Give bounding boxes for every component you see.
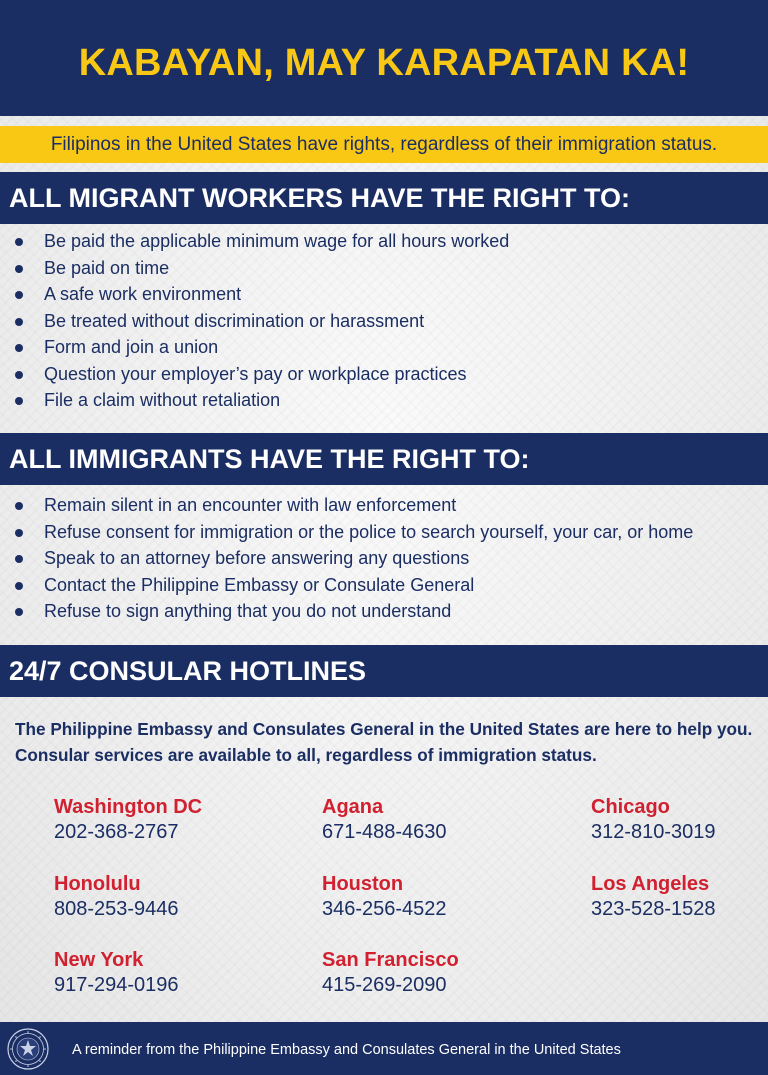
hotline-city: Washington DC — [54, 796, 203, 818]
bullet-icon — [15, 371, 23, 379]
list-item — [0, 228, 509, 255]
hotline-city: San Francisco — [322, 949, 459, 971]
list-item — [0, 361, 509, 388]
footer-text: A reminder from the Philippine Embassy and Consulates General in the United States — [72, 1042, 621, 1058]
bullet-icon — [15, 502, 23, 510]
hotline-phone[interactable]: 671-488-4630 — [322, 821, 447, 843]
hotline-agana — [322, 795, 447, 845]
list-item-text: Refuse consent for immigration or the police to search yourself, your car, or home — [44, 521, 694, 542]
bullet-icon — [15, 582, 23, 590]
list-item-text: Remain silent in an encounter with law enforcement — [44, 495, 457, 515]
hotline-phone[interactable]: 415-269-2090 — [322, 974, 447, 996]
bullet-icon — [15, 265, 23, 273]
subtitle-banner — [0, 126, 768, 163]
hotline-phone[interactable]: 323-528-1528 — [591, 898, 716, 920]
list-item — [0, 598, 693, 625]
immigrants-heading: ALL IMMIGRANTS HAVE THE RIGHT TO: — [9, 443, 530, 474]
migrant-workers-heading: ALL MIGRANT WORKERS HAVE THE RIGHT TO: — [9, 182, 630, 213]
bullet-icon — [15, 608, 23, 616]
list-item — [0, 492, 693, 519]
list-item — [0, 387, 509, 414]
bullet-icon — [15, 291, 23, 299]
bullet-icon — [15, 397, 23, 405]
list-item-text: Be paid the applicable minimum wage for all hours worked — [44, 231, 510, 251]
bullet-icon — [15, 529, 23, 537]
hotline-city: Los Angeles — [591, 873, 710, 895]
list-item — [0, 281, 509, 308]
immigrants-heading-bar — [0, 433, 768, 485]
hotline-city: Chicago — [591, 796, 670, 818]
immigrants-rights-list — [0, 492, 693, 625]
hotline-city: Houston — [322, 873, 404, 895]
list-item-text: A safe work environment — [44, 284, 242, 304]
hotline-honolulu — [54, 872, 179, 922]
bullet-icon — [15, 555, 23, 563]
list-item — [0, 255, 509, 282]
footer-bar — [0, 1022, 768, 1075]
hotlines-heading-bar — [0, 645, 768, 697]
bullet-icon — [15, 318, 23, 326]
hotline-houston — [322, 872, 447, 922]
hotlines-heading: 24/7 CONSULAR HOTLINES — [9, 655, 367, 686]
hotline-san-francisco — [322, 948, 459, 998]
list-item-text: Question your employer’s pay or workplace practices — [44, 363, 467, 384]
embassy-seal-icon — [7, 1028, 49, 1070]
hotline-new-york — [54, 948, 179, 998]
list-item-text: Refuse to sign anything that you do not understand — [44, 601, 452, 621]
migrant-workers-rights-list — [0, 228, 509, 414]
migrant-workers-heading-bar — [0, 172, 768, 224]
list-item-text: Form and join a union — [44, 337, 219, 357]
hotline-city: New York — [54, 949, 144, 971]
list-item-text: Be paid on time — [44, 257, 170, 278]
header-banner — [0, 0, 768, 116]
hotline-washington-dc — [54, 795, 202, 845]
hotline-phone[interactable]: 346-256-4522 — [322, 898, 447, 920]
subtitle-text: Filipinos in the United States have rights, regardless of their immigration status. — [50, 133, 718, 155]
hotline-los-angeles — [591, 872, 716, 922]
list-item-text: Contact the Philippine Embassy or Consulate General — [44, 574, 475, 595]
bullet-icon — [15, 238, 23, 246]
hotline-city: Agana — [322, 796, 384, 818]
hotline-phone[interactable]: 202-368-2767 — [54, 821, 179, 843]
list-item-text: File a claim without retaliation — [44, 390, 281, 410]
list-item — [0, 519, 693, 546]
hotline-city: Honolulu — [54, 873, 141, 895]
hotline-phone[interactable]: 312-810-3019 — [591, 821, 716, 843]
list-item — [0, 545, 693, 572]
list-item-text: Speak to an attorney before answering any questions — [44, 548, 470, 568]
hotline-phone[interactable]: 917-294-0196 — [54, 974, 179, 996]
hotline-chicago — [591, 795, 716, 845]
bullet-icon — [15, 344, 23, 352]
list-item — [0, 572, 693, 599]
poster-title: KABAYAN, MAY KARAPATAN KA! — [78, 41, 690, 84]
hotlines-intro: The Philippine Embassy and Consulates General in the United States are here to help you. Consular services are available to all, regardless of immigration status. — [15, 719, 753, 765]
list-item-text: Be treated without discrimination or harassment — [44, 310, 425, 331]
list-item — [0, 308, 509, 335]
list-item — [0, 334, 509, 361]
hotline-phone[interactable]: 808-253-9446 — [54, 898, 179, 920]
